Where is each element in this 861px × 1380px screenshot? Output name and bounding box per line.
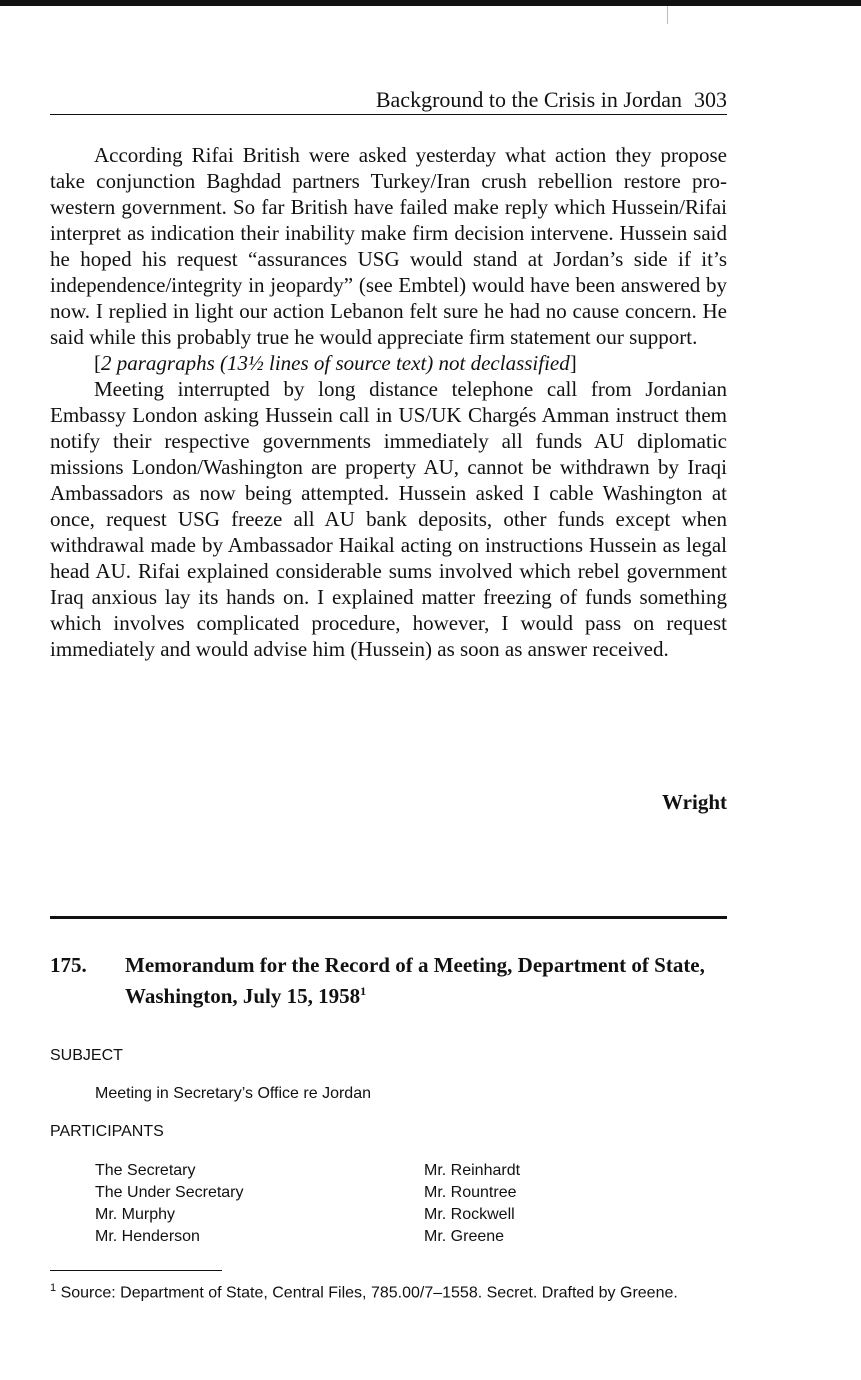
footnote-mark: 1 bbox=[50, 1282, 57, 1294]
telegram-body bbox=[50, 142, 727, 662]
section-divider bbox=[50, 916, 727, 919]
participant: Mr. Henderson bbox=[95, 1228, 200, 1245]
participant: Mr. Reinhardt bbox=[424, 1162, 521, 1179]
top-edge-bar bbox=[0, 0, 861, 6]
editorial-note bbox=[50, 350, 727, 376]
participants-right-column bbox=[424, 1160, 520, 1248]
running-title: Background to the Crisis in Jordan bbox=[375, 87, 682, 112]
note-close-bracket: ] bbox=[569, 351, 577, 375]
footnote bbox=[50, 1278, 727, 1303]
participant: Mr. Rockwell bbox=[424, 1206, 515, 1223]
document-heading bbox=[50, 952, 727, 1009]
footnote-text: Source: Department of State, Central Files, 785.00/7–1558. Secret. Drafted by Greene. bbox=[60, 1284, 678, 1302]
document-number: 175. bbox=[50, 953, 87, 977]
paragraph-2: Meeting interrupted by long distance telephone call from Jordanian Embassy London asking Hussein call in US/UK Chargés Amman instruct them notify their respective governments immediately all funds AU diplomatic missions London/Washington are property AU, cannot be withdrawn by Iraqi Ambassadors as now being attempted. Hussein asked I cable Washington at once, request USG freeze all AU bank deposits, other funds except when withdrawal made by Ambassador Haikal acting on instructions Hussein as legal head AU. Rifai explained considerable sums involved which rebel government Iraq anxious lay its hands on. I explained matter freezing of funds something which involves complicated procedure, however, I would pass on request immediately and would advise him (Hussein) as soon as answer received. bbox=[50, 377, 727, 661]
subject-text: Meeting in Secretary’s Office re Jordan bbox=[95, 1085, 371, 1102]
scan-mark bbox=[667, 6, 668, 24]
title-footnote-mark: 1 bbox=[360, 984, 367, 998]
signature: Wright bbox=[662, 790, 727, 814]
page-number: 303 bbox=[694, 87, 727, 112]
document-title: Memorandum for the Record of a Meeting, Department of State, Washington, July 15, 1958 bbox=[125, 953, 705, 1008]
participants-left-column bbox=[95, 1160, 244, 1248]
participant: Mr. Rountree bbox=[424, 1184, 517, 1201]
paragraph-1: According Rifai British were asked yesterday what action they propose take conjunction Baghdad partners Turkey/Iran crush rebellion restore pro-western government. So far British have failed make reply which Hussein/Rifai interpret as indication their inability make firm decision intervene. Hussein said he hoped his request “assurances USG would stand at Jordan’s side if it’s independence/integrity in jeopardy” (see Embtel) would have been answered by now. I replied in light our action Lebanon felt sure he had no cause concern. He said while this probably true he would appreciate firm statement our support. bbox=[50, 143, 727, 349]
footnote-rule bbox=[50, 1270, 222, 1271]
participant: Mr. Murphy bbox=[95, 1206, 176, 1223]
note-text: 2 paragraphs (13½ lines of source text) not declassified bbox=[101, 351, 570, 375]
participants-label: PARTICIPANTS bbox=[50, 1123, 164, 1140]
note-open-bracket: [ bbox=[94, 351, 101, 375]
participant: The Secretary bbox=[95, 1162, 196, 1179]
participant: The Under Secretary bbox=[95, 1184, 244, 1201]
subject-label: SUBJECT bbox=[50, 1047, 123, 1064]
running-header bbox=[50, 86, 727, 115]
participant: Mr. Greene bbox=[424, 1228, 505, 1245]
